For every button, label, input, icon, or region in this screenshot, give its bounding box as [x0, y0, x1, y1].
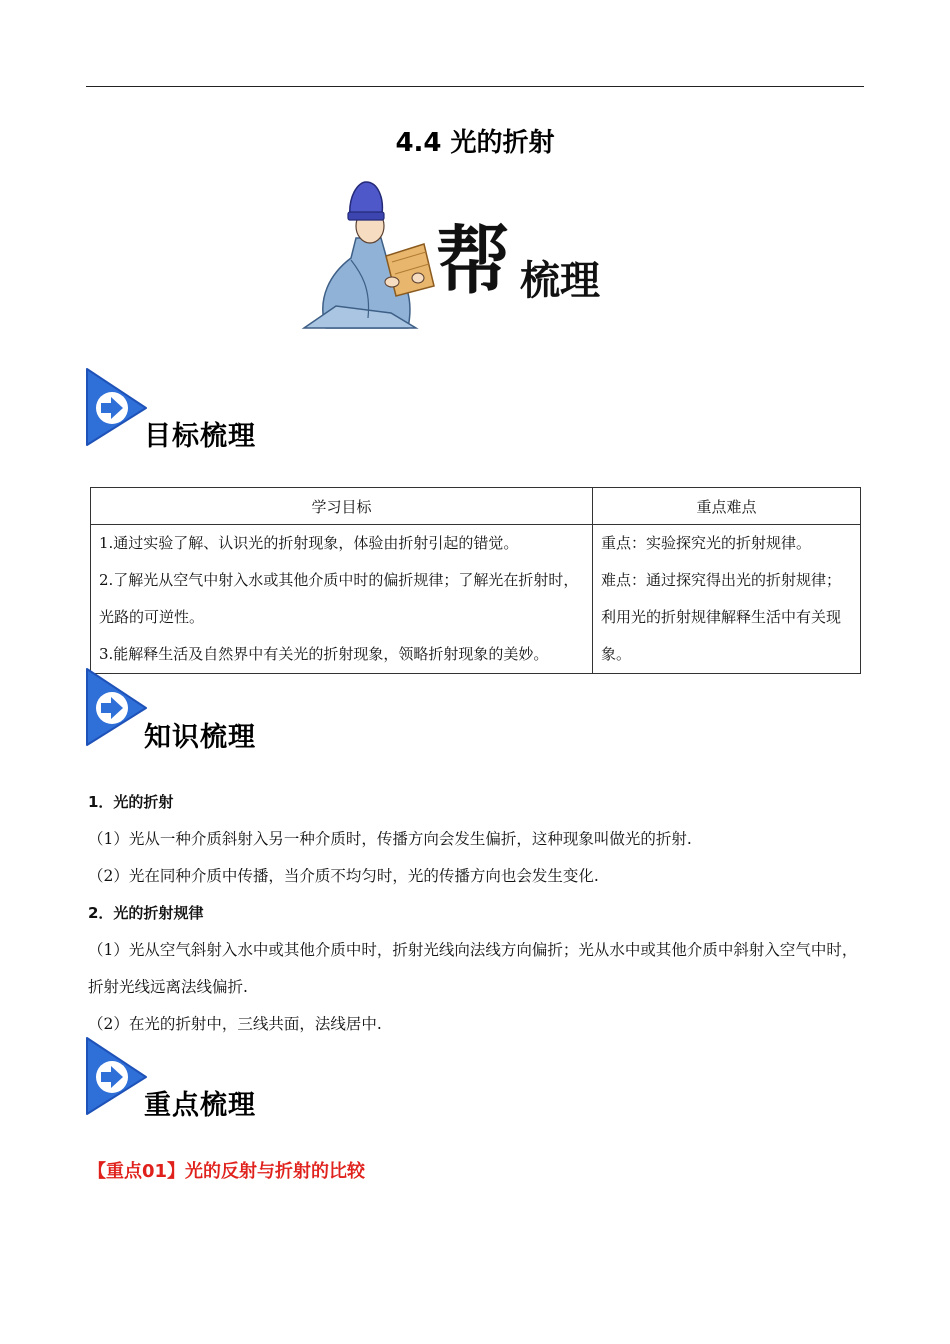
key-points-cell — [593, 525, 861, 674]
knowledge-paragraph: （2）在光的折射中，三线共面，法线居中. — [88, 1015, 382, 1033]
knowledge-paragraph: （2）光在同种介质中传播，当介质不均匀时，光的传播方向也会发生变化. — [88, 867, 599, 885]
header-rule — [86, 86, 864, 87]
knowledge-paragraph: （1）光从一种介质斜射入另一种介质时，传播方向会发生偏折，这种现象叫做光的折射. — [88, 830, 692, 848]
knowledge-body — [88, 784, 864, 1043]
banner-small-text: 梳理 — [520, 257, 600, 304]
goals-table — [90, 487, 861, 674]
goal-item: 3.能解释生活及自然界中有关光的折射现象，领略折射现象的美妙。 — [99, 645, 549, 663]
knowledge-heading-2: 2．光的折射规律 — [88, 904, 204, 922]
knowledge-heading-1: 1．光的折射 — [88, 793, 174, 811]
section-title-knowledge: 知识梳理 — [144, 722, 256, 753]
goals-cell — [91, 525, 593, 674]
goals-table-header-key-points: 重点难点 — [593, 488, 861, 525]
goals-table-header-objectives: 学习目标 — [91, 488, 593, 525]
arrow-right-icon — [84, 668, 148, 746]
banner-big-char: 帮 — [436, 218, 510, 304]
difficulty-text: 难点：通过探究得出光的折射规律；利用光的折射规律解释生活中有关现象。 — [601, 571, 842, 663]
page-title: 4.4 光的折射 — [395, 128, 555, 158]
knowledge-paragraph: （1）光从空气斜射入水中或其他介质中时，折射光线向法线方向偏折；光从水中或其他介质中斜射入空气中时，折射光线远离法线偏折. — [88, 941, 858, 996]
arrow-right-icon — [84, 1037, 148, 1115]
key-point-heading: 【重点01】光的反射与折射的比较 — [88, 1161, 366, 1182]
arrow-right-icon — [84, 368, 148, 446]
section-title-key-points: 重点梳理 — [144, 1090, 256, 1121]
key-point-text: 重点：实验探究光的折射规律。 — [601, 534, 812, 552]
goal-item: 2.了解光从空气中射入水或其他介质中时的偏折规律；了解光在折射时，光路的可逆性。 — [99, 571, 579, 626]
scholar-banner-illustration — [296, 178, 636, 338]
goal-item: 1.通过实验了解、认识光的折射现象，体验由折射引起的错觉。 — [99, 534, 519, 552]
section-title-goals: 目标梳理 — [144, 421, 256, 452]
